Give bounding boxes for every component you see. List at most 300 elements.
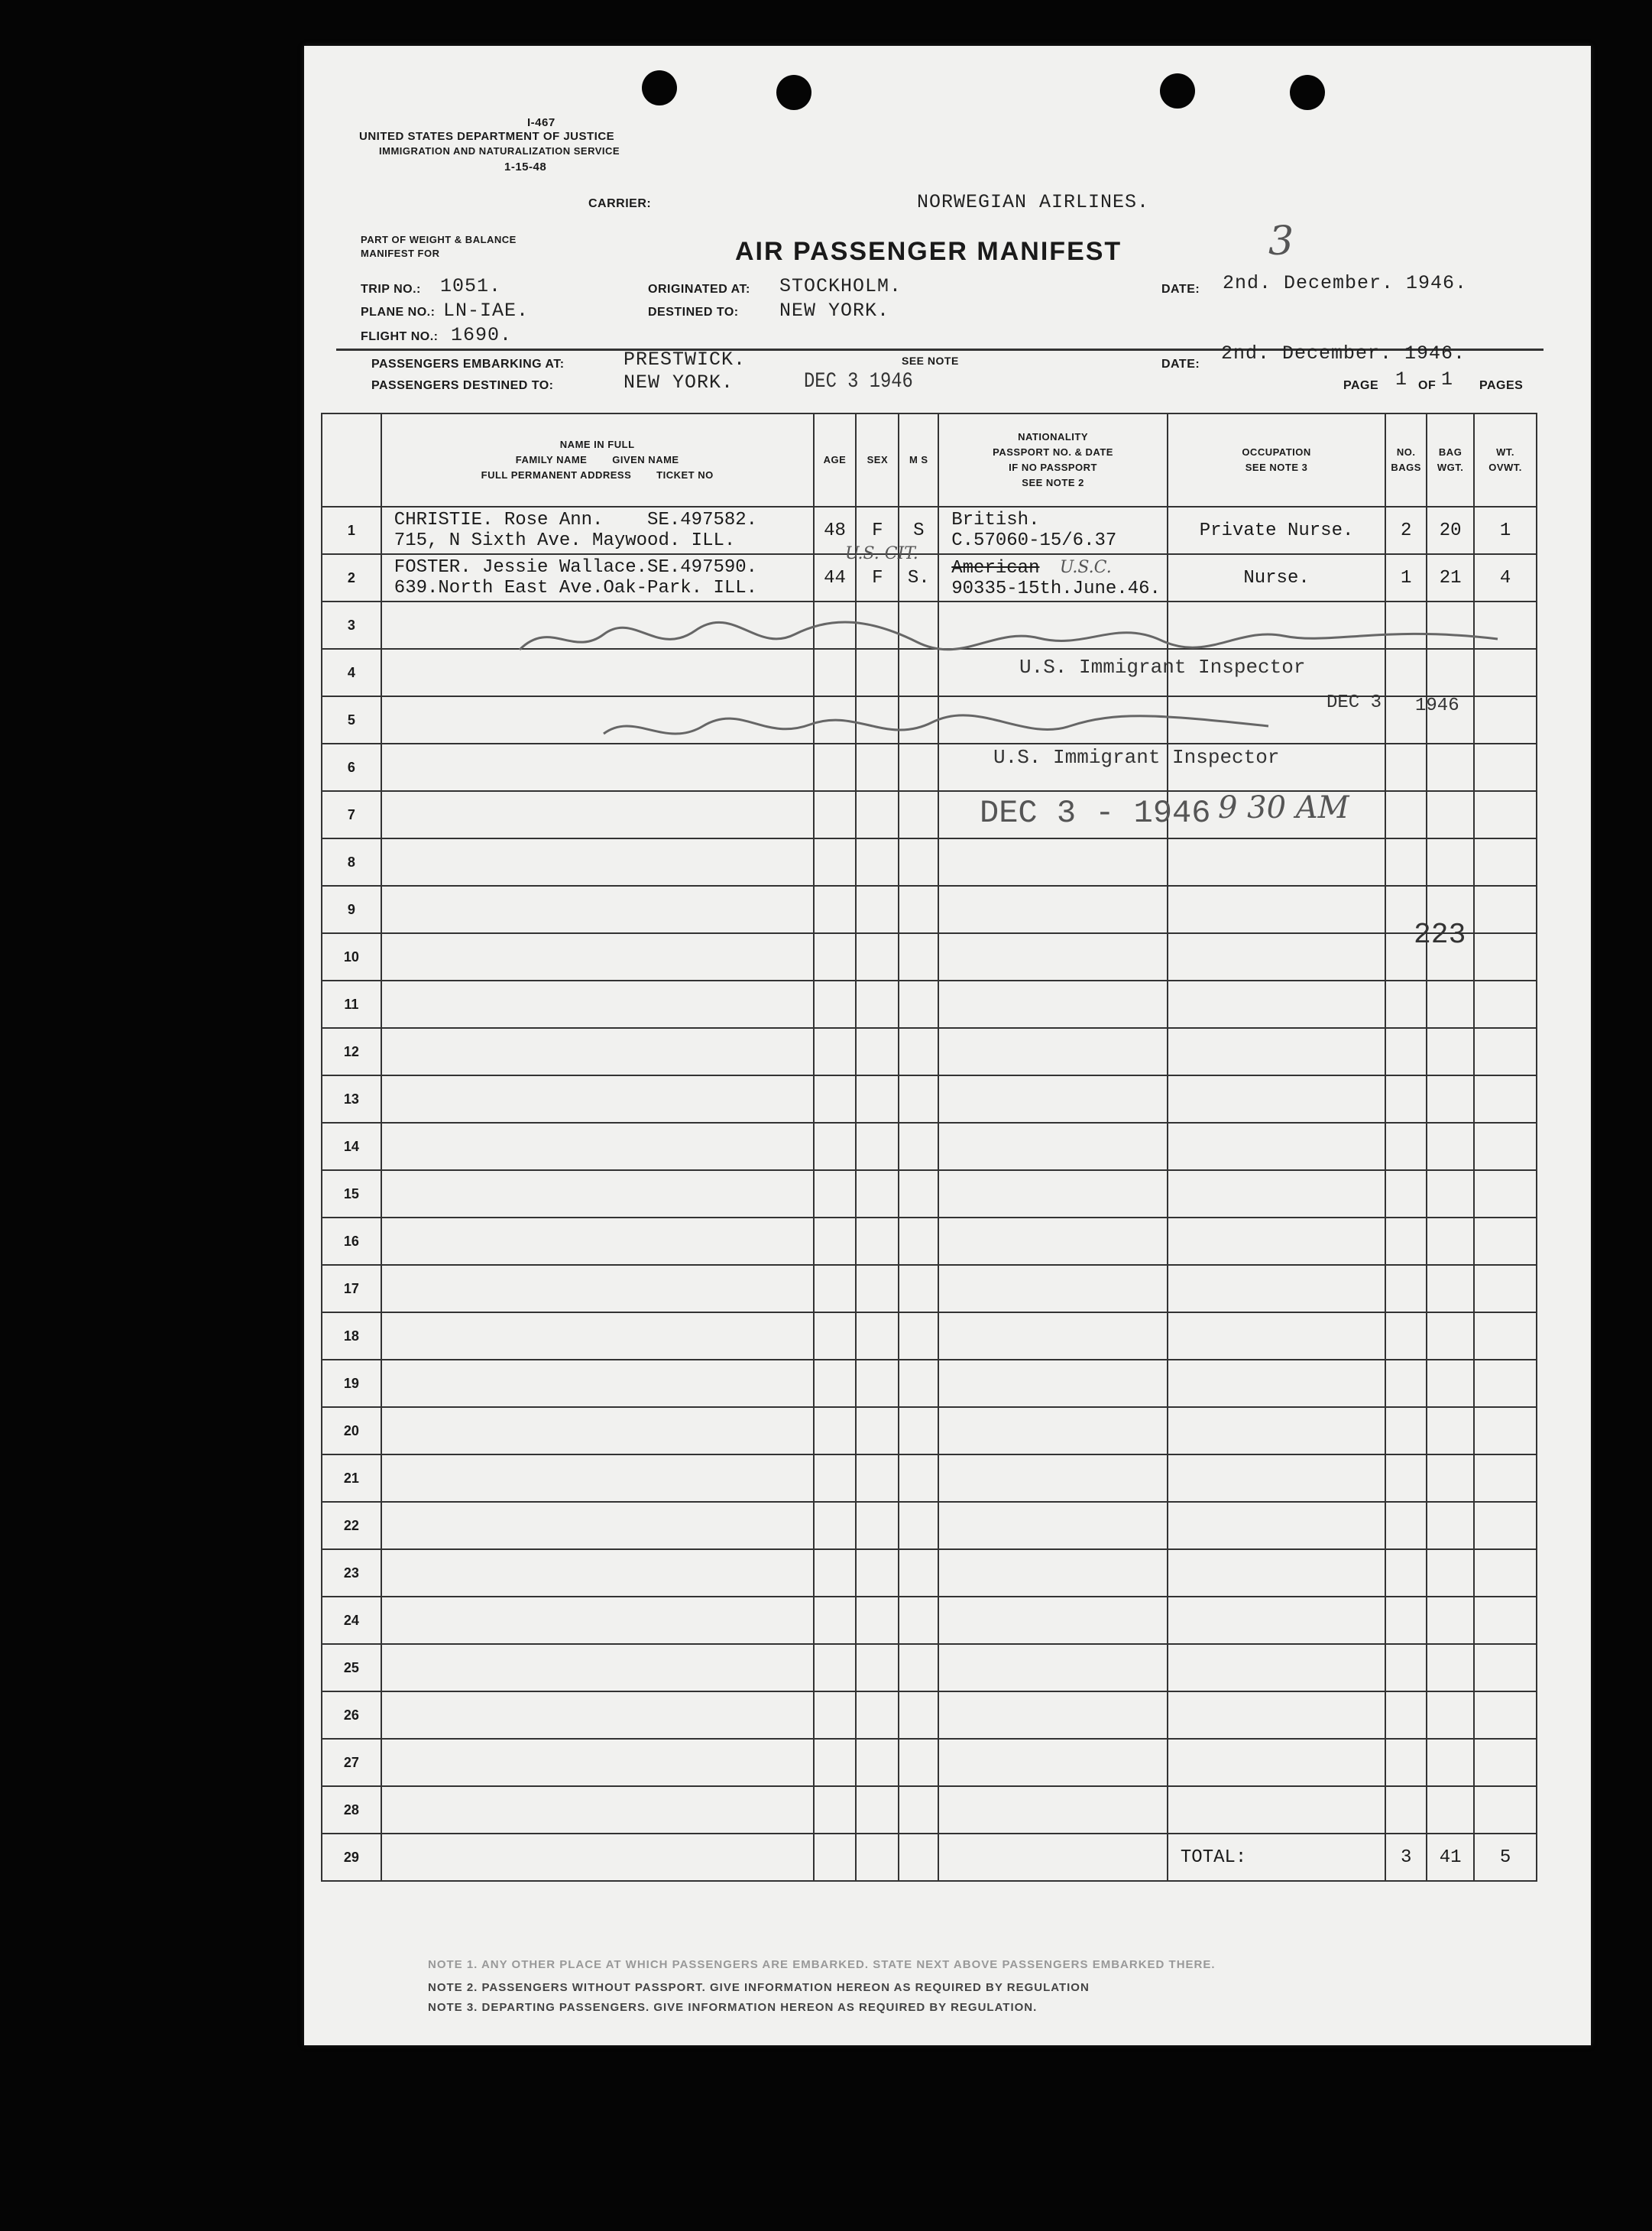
bags-cell — [1385, 1454, 1427, 1502]
occupation-cell — [1168, 1123, 1385, 1170]
overweight-cell — [1474, 791, 1537, 838]
marital-status-cell — [899, 1834, 938, 1881]
passenger-name-cell — [381, 507, 814, 554]
row-number: 8 — [322, 838, 381, 886]
punch-hole — [1160, 73, 1195, 109]
row-number: 5 — [322, 696, 381, 744]
occupation-cell — [1168, 1360, 1385, 1407]
passenger-bag-weight: 21 — [1427, 554, 1474, 602]
row-number: 18 — [322, 1312, 381, 1360]
name-cell — [381, 886, 814, 933]
row-number: 17 — [322, 1265, 381, 1312]
name-cell — [381, 1075, 814, 1123]
overweight-cell — [1474, 1170, 1537, 1218]
nationality-cell — [938, 1834, 1168, 1881]
passenger-overweight: 4 — [1474, 554, 1537, 602]
punch-hole — [776, 75, 811, 110]
bags-cell — [1385, 1597, 1427, 1644]
passenger-occupation: Private Nurse. — [1168, 507, 1385, 554]
overweight-cell — [1474, 1075, 1537, 1123]
row-number: 11 — [322, 981, 381, 1028]
age-cell — [814, 1834, 857, 1881]
marital-status-cell — [899, 933, 938, 981]
name-cell — [381, 1360, 814, 1407]
marital-status-cell — [899, 791, 938, 838]
age-cell — [814, 1123, 857, 1170]
bag-weight-cell — [1427, 1123, 1474, 1170]
total-bags: 3 — [1385, 1834, 1427, 1881]
bag-weight-cell — [1427, 838, 1474, 886]
marital-status-cell — [899, 981, 938, 1028]
row-number: 14 — [322, 1123, 381, 1170]
age-cell — [814, 1597, 857, 1644]
occupation-header-line-2: SEE NOTE 3 — [1245, 462, 1308, 473]
table-row — [322, 791, 1537, 838]
overweight-cell — [1474, 744, 1537, 791]
passenger-nationality-cell — [938, 507, 1168, 554]
row-number: 24 — [322, 1597, 381, 1644]
nationality-cell — [938, 1739, 1168, 1786]
marital-status-cell — [899, 1265, 938, 1312]
arrival-stamp: DEC 3 1946 — [804, 370, 913, 394]
form-date: 1-15-48 — [504, 161, 547, 173]
sex-cell — [856, 981, 899, 1028]
nationality-cell — [938, 838, 1168, 886]
bags-cell — [1385, 1265, 1427, 1312]
table-row — [322, 507, 1537, 554]
passenger-address: 715, N Sixth Ave. Maywood. ILL. — [394, 530, 736, 551]
age-cell — [814, 1360, 857, 1407]
name-cell — [381, 1312, 814, 1360]
part-of-line-1: PART OF WEIGHT & BALANCE — [361, 234, 517, 245]
row-number: 25 — [322, 1644, 381, 1691]
nationality-cell — [938, 933, 1168, 981]
passenger-name-cell — [381, 554, 814, 602]
table-row — [322, 1028, 1537, 1075]
overweight-cell — [1474, 1691, 1537, 1739]
sex-cell — [856, 1691, 899, 1739]
bag-weight-cell — [1427, 1265, 1474, 1312]
bags-header — [1385, 413, 1427, 507]
marital-status-cell — [899, 1407, 938, 1454]
overweight-cell — [1474, 981, 1537, 1028]
row-number: 22 — [322, 1502, 381, 1549]
occupation-cell — [1168, 1265, 1385, 1312]
name-cell — [381, 791, 814, 838]
pass-destined-label: PASSENGERS DESTINED TO: — [371, 379, 554, 392]
name-cell — [381, 1218, 814, 1265]
marital-status-cell — [899, 1786, 938, 1834]
page-label: PAGE — [1343, 379, 1379, 392]
marital-status-header: M S — [899, 413, 938, 507]
overweight-cell — [1474, 1454, 1537, 1502]
nationality-cell — [938, 1454, 1168, 1502]
sex-cell — [856, 838, 899, 886]
marital-status-cell — [899, 1312, 938, 1360]
row-number: 19 — [322, 1360, 381, 1407]
stamp-date-1: DEC 3 — [1326, 692, 1382, 713]
row-number: 1 — [322, 507, 381, 554]
passenger-marital-status: S. — [899, 554, 938, 602]
bags-header-line-1: NO. — [1396, 446, 1416, 458]
marital-status-cell — [899, 1739, 938, 1786]
sex-cell — [856, 1075, 899, 1123]
total-overweight: 5 — [1474, 1834, 1537, 1881]
passenger-bags: 1 — [1385, 554, 1427, 602]
name-cell — [381, 1170, 814, 1218]
name-cell — [381, 838, 814, 886]
nationality-cell — [938, 1312, 1168, 1360]
table-header-row — [322, 413, 1537, 507]
age-cell — [814, 933, 857, 981]
age-cell — [814, 981, 857, 1028]
date-value: 2nd. December. 1946. — [1223, 272, 1468, 294]
bag-weight-cell — [1427, 1028, 1474, 1075]
table-row — [322, 1597, 1537, 1644]
bags-cell — [1385, 1691, 1427, 1739]
punch-hole — [642, 70, 677, 105]
age-cell — [814, 1312, 857, 1360]
originated-value: STOCKHOLM. — [779, 275, 902, 297]
bags-cell — [1385, 1218, 1427, 1265]
row-number: 3 — [322, 602, 381, 649]
bags-cell — [1385, 1312, 1427, 1360]
bags-cell — [1385, 1028, 1427, 1075]
row-number: 21 — [322, 1454, 381, 1502]
marital-status-cell — [899, 1123, 938, 1170]
overweight-header-line-2: OVWT. — [1488, 462, 1522, 473]
pages-label: PAGES — [1479, 379, 1524, 392]
row-number: 20 — [322, 1407, 381, 1454]
table-row — [322, 1407, 1537, 1454]
bag-weight-header-line-2: WGT. — [1437, 462, 1464, 473]
marital-status-cell — [899, 1644, 938, 1691]
occupation-cell — [1168, 1218, 1385, 1265]
occupation-cell — [1168, 1407, 1385, 1454]
age-cell — [814, 1265, 857, 1312]
bags-cell — [1385, 1170, 1427, 1218]
carrier-label: CARRIER: — [588, 197, 652, 210]
row-number: 2 — [322, 554, 381, 602]
age-cell — [814, 1028, 857, 1075]
overweight-cell — [1474, 1312, 1537, 1360]
total-bag-weight: 41 — [1427, 1834, 1474, 1881]
note-3: NOTE 3. DEPARTING PASSENGERS. GIVE INFORMATION HEREON AS REQUIRED BY REGULATION. — [428, 2001, 1038, 2014]
nationality-cell — [938, 1075, 1168, 1123]
note-2: NOTE 2. PASSENGERS WITHOUT PASSPORT. GIVE INFORMATION HEREON AS REQUIRED BY REGULATION — [428, 1981, 1090, 1994]
bags-cell — [1385, 1360, 1427, 1407]
sex-cell — [856, 1123, 899, 1170]
row-number: 6 — [322, 744, 381, 791]
row-number: 29 — [322, 1834, 381, 1881]
bag-weight-cell — [1427, 1644, 1474, 1691]
bags-cell — [1385, 744, 1427, 791]
occupation-cell — [1168, 933, 1385, 981]
row-number: 16 — [322, 1218, 381, 1265]
sex-cell — [856, 1170, 899, 1218]
nationality-cell — [938, 1265, 1168, 1312]
nationality-cell — [938, 886, 1168, 933]
occupation-header — [1168, 413, 1385, 507]
sex-cell — [856, 1218, 899, 1265]
age-cell — [814, 1786, 857, 1834]
sex-cell — [856, 791, 899, 838]
occupation-cell — [1168, 981, 1385, 1028]
passenger-name: FOSTER. Jessie Wallace.SE.497590. — [394, 557, 758, 578]
date2-value: 2nd. December. 1946. — [1221, 342, 1466, 365]
passenger-overweight: 1 — [1474, 507, 1537, 554]
passenger-age: 44 — [814, 554, 857, 602]
nationality-cell — [938, 1028, 1168, 1075]
row-number: 27 — [322, 1739, 381, 1786]
flight-value: 1690. — [451, 324, 513, 346]
marital-status-cell — [899, 1170, 938, 1218]
sex-cell — [856, 1502, 899, 1549]
marital-status-cell — [899, 1549, 938, 1597]
stamp-year-1: 1946 — [1415, 696, 1459, 716]
sex-cell — [856, 1265, 899, 1312]
page-mark: 3 — [1268, 219, 1294, 264]
name-cell — [381, 1265, 814, 1312]
nationality-cell — [938, 981, 1168, 1028]
sex-cell — [856, 1739, 899, 1786]
agency-line-2: IMMIGRATION AND NATURALIZATION SERVICE — [379, 145, 620, 157]
bag-weight-cell — [1427, 1170, 1474, 1218]
bag-weight-cell — [1427, 1549, 1474, 1597]
embarking-label: PASSENGERS EMBARKING AT: — [371, 358, 565, 371]
bags-cell — [1385, 791, 1427, 838]
passenger-address: 639.North East Ave.Oak-Park. ILL. — [394, 578, 758, 598]
bag-weight-cell — [1427, 1739, 1474, 1786]
marital-status-cell — [899, 886, 938, 933]
passenger-bag-weight: 20 — [1427, 507, 1474, 554]
overweight-cell — [1474, 1407, 1537, 1454]
row-number: 10 — [322, 933, 381, 981]
passenger-nationality: British. — [951, 510, 1040, 530]
marital-status-cell — [899, 1597, 938, 1644]
nationality-header-line-1: NATIONALITY — [1018, 431, 1089, 443]
agency-line-1: UNITED STATES DEPARTMENT OF JUSTICE — [359, 130, 615, 143]
marital-status-cell — [899, 1218, 938, 1265]
page-num: 1 — [1395, 368, 1408, 391]
marital-status-cell — [899, 1691, 938, 1739]
sex-cell — [856, 1312, 899, 1360]
table-row — [322, 1502, 1537, 1549]
part-of-line-2: MANIFEST FOR — [361, 248, 440, 259]
bags-cell — [1385, 1644, 1427, 1691]
sex-cell — [856, 1454, 899, 1502]
sex-cell — [856, 1597, 899, 1644]
bags-cell — [1385, 1786, 1427, 1834]
sex-cell — [856, 1786, 899, 1834]
name-cell — [381, 1691, 814, 1739]
marital-status-cell — [899, 1360, 938, 1407]
table-row — [322, 886, 1537, 933]
table-row — [322, 1454, 1537, 1502]
table-row — [322, 1691, 1537, 1739]
bags-cell — [1385, 1123, 1427, 1170]
name-cell — [381, 1834, 814, 1881]
table-row — [322, 838, 1537, 886]
occupation-cell — [1168, 838, 1385, 886]
sex-cell — [856, 1834, 899, 1881]
overweight-cell — [1474, 1786, 1537, 1834]
embarking-value: PRESTWICK. — [624, 349, 747, 371]
name-cell — [381, 1028, 814, 1075]
age-cell — [814, 1407, 857, 1454]
overweight-cell — [1474, 933, 1537, 981]
occupation-cell — [1168, 1028, 1385, 1075]
plane-label: PLANE NO.: — [361, 306, 436, 319]
margin-number: 223 — [1414, 919, 1466, 952]
age-cell — [814, 1502, 857, 1549]
occupation-cell — [1168, 1502, 1385, 1549]
nationality-cell — [938, 1597, 1168, 1644]
nationality-header-line-3: IF NO PASSPORT — [1009, 462, 1097, 473]
name-cell — [381, 1597, 814, 1644]
passenger-nationality-cell — [938, 554, 1168, 602]
overweight-header-line-1: WT. — [1496, 446, 1514, 458]
sex-cell — [856, 1549, 899, 1597]
nationality-header-line-4: SEE NOTE 2 — [1022, 477, 1084, 488]
trip-label: TRIP NO.: — [361, 283, 421, 296]
destined-value: NEW YORK. — [779, 300, 890, 322]
name-cell — [381, 933, 814, 981]
row-number: 23 — [322, 1549, 381, 1597]
stamp-time: 9 30 AM — [1218, 790, 1349, 825]
bags-cell — [1385, 1739, 1427, 1786]
note-1: NOTE 1. ANY OTHER PLACE AT WHICH PASSENGERS ARE EMBARKED. STATE NEXT ABOVE PASSENGERS EMBARKED THERE. — [428, 1958, 1216, 1971]
nationality-cell — [938, 1170, 1168, 1218]
age-cell — [814, 1075, 857, 1123]
occupation-cell — [1168, 1691, 1385, 1739]
name-header-line-2: FAMILY NAME GIVEN NAME — [515, 454, 679, 465]
date-label: DATE: — [1161, 283, 1200, 296]
bag-weight-cell — [1427, 1218, 1474, 1265]
trip-value: 1051. — [440, 275, 502, 297]
row-number: 13 — [322, 1075, 381, 1123]
name-cell — [381, 1123, 814, 1170]
nationality-cell — [938, 1786, 1168, 1834]
age-cell — [814, 1691, 857, 1739]
nationality-cell — [938, 1407, 1168, 1454]
sex-cell — [856, 933, 899, 981]
name-header-line-3: FULL PERMANENT ADDRESS TICKET NO — [481, 469, 714, 481]
occupation-cell — [1168, 1075, 1385, 1123]
bag-weight-cell — [1427, 1312, 1474, 1360]
passenger-marital-status: S — [899, 507, 938, 554]
name-cell — [381, 1454, 814, 1502]
marital-status-cell — [899, 838, 938, 886]
overweight-cell — [1474, 1028, 1537, 1075]
name-cell — [381, 1549, 814, 1597]
overweight-cell — [1474, 1739, 1537, 1786]
bag-weight-header-line-1: BAG — [1438, 446, 1463, 458]
overweight-cell — [1474, 1597, 1537, 1644]
bag-weight-cell — [1427, 1597, 1474, 1644]
passenger-passport: 90335-15th.June.46. — [951, 578, 1161, 599]
nationality-cell — [938, 1502, 1168, 1549]
name-cell — [381, 1786, 814, 1834]
bag-weight-cell — [1427, 1786, 1474, 1834]
nationality-cell — [938, 1644, 1168, 1691]
age-cell — [814, 791, 857, 838]
occupation-cell — [1168, 1312, 1385, 1360]
table-row — [322, 1786, 1537, 1834]
table-row — [322, 1265, 1537, 1312]
name-header-line-1: NAME IN FULL — [559, 439, 635, 450]
bag-weight-header — [1427, 413, 1474, 507]
sex-cell — [856, 1028, 899, 1075]
row-number: 28 — [322, 1786, 381, 1834]
nationality-cell — [938, 1123, 1168, 1170]
bag-weight-cell — [1427, 1360, 1474, 1407]
age-cell — [814, 1454, 857, 1502]
age-cell — [814, 1218, 857, 1265]
bags-cell — [1385, 1075, 1427, 1123]
name-cell — [381, 1644, 814, 1691]
age-cell — [814, 1170, 857, 1218]
row-number-header — [322, 413, 381, 507]
pass-destined-value: NEW YORK. — [624, 371, 734, 394]
manifest-title: AIR PASSENGER MANIFEST — [735, 237, 1122, 266]
name-cell — [381, 1407, 814, 1454]
row-number: 7 — [322, 791, 381, 838]
nationality-header — [938, 413, 1168, 507]
overweight-cell — [1474, 1360, 1537, 1407]
occupation-header-line-1: OCCUPATION — [1242, 446, 1311, 458]
age-cell — [814, 838, 857, 886]
table-row — [322, 1075, 1537, 1123]
occupation-cell — [1168, 1454, 1385, 1502]
inspector-title-2: U.S. Immigrant Inspector — [993, 746, 1280, 769]
marital-status-cell — [899, 1502, 938, 1549]
overweight-cell — [1474, 886, 1537, 933]
sex-header: SEX — [856, 413, 899, 507]
table-row — [322, 554, 1537, 602]
overweight-cell — [1474, 696, 1537, 744]
stamp-date-2: DEC 3 - 1946 — [980, 795, 1211, 832]
table-row — [322, 1644, 1537, 1691]
name-cell — [381, 1502, 814, 1549]
sex-cell — [856, 886, 899, 933]
passenger-sex: F — [856, 507, 899, 554]
row-number: 4 — [322, 649, 381, 696]
passenger-age: 48 — [814, 507, 857, 554]
overweight-cell — [1474, 1644, 1537, 1691]
table-row — [322, 1312, 1537, 1360]
bags-cell — [1385, 981, 1427, 1028]
age-cell — [814, 886, 857, 933]
total-label: TOTAL: — [1168, 1834, 1385, 1881]
bags-cell — [1385, 1407, 1427, 1454]
page-total: 1 — [1441, 368, 1454, 391]
marital-status-cell — [899, 1028, 938, 1075]
form-number: I-467 — [527, 116, 556, 129]
table-row — [322, 1218, 1537, 1265]
carrier-value: NORWEGIAN AIRLINES. — [917, 191, 1150, 213]
table-row — [322, 981, 1537, 1028]
bag-weight-cell — [1427, 1502, 1474, 1549]
passenger-passport: C.57060-15/6.37 — [951, 530, 1117, 551]
age-cell — [814, 1549, 857, 1597]
bag-weight-cell — [1427, 791, 1474, 838]
passenger-sex: F — [856, 554, 899, 602]
nationality-cell — [938, 1218, 1168, 1265]
punch-hole — [1290, 75, 1325, 110]
overweight-cell — [1474, 838, 1537, 886]
bag-weight-cell — [1427, 1075, 1474, 1123]
